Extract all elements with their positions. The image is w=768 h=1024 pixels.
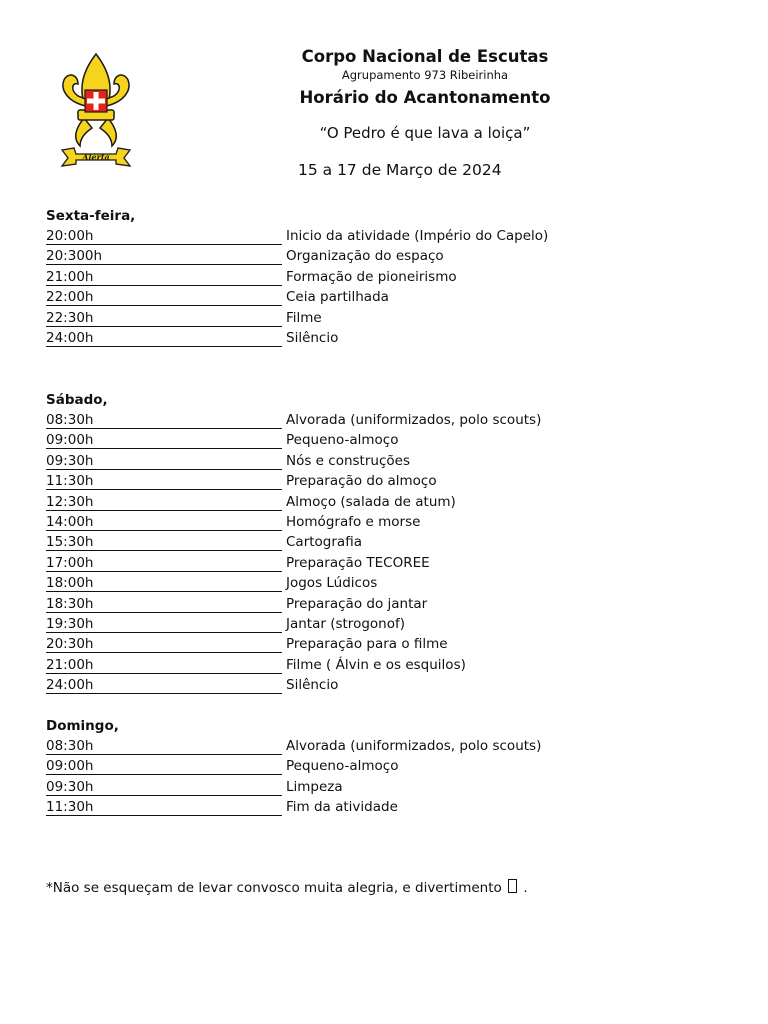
fill-line [46,612,282,613]
event-dates: 15 a 17 de Março de 2024 [298,161,502,179]
schedule-time: 09:00h [46,432,94,449]
schedule-row [46,473,746,493]
schedule-row [46,330,746,350]
schedule-row [46,779,746,799]
schedule-time: 14:00h [46,514,94,530]
schedule-time: 09:30h [46,452,94,469]
schedule-row [46,228,746,248]
fill-line [46,795,282,796]
group-name: Agrupamento 973 Ribeirinha [341,68,509,82]
schedule-activity: Limpeza [286,778,343,795]
schedule-row [46,269,746,289]
schedule-activity: Organização do espaço [286,248,444,265]
schedule-time: 11:30h [46,799,94,816]
schedule-time: 18:30h [46,595,94,612]
schedule-row [46,494,746,514]
page-title: Horário do Acantonamento [299,88,551,107]
schedule-activity: Alvorada (uniformizados, polo scouts) [286,412,542,428]
schedule-activity: Inicio da atividade (Império do Capelo) [286,228,549,244]
fill-line [46,774,282,775]
schedule-row [46,432,746,452]
schedule-time: 22:30h [46,309,94,326]
footer-note [46,879,528,896]
schedule-row [46,799,746,819]
schedule-row [46,758,746,778]
schedule-time: 19:30h [46,616,94,632]
schedule-row [46,636,746,656]
fill-line [46,489,282,490]
schedule-activity: Pequeno-almoço [286,432,399,449]
schedule-time: 20:300h [46,248,103,265]
schedule-time: 21:00h [46,656,94,673]
fill-line [46,550,282,551]
logo-scroll-text: Alerta [82,152,110,162]
fill-line [46,346,282,347]
fill-line [46,673,282,674]
schedule-time: 22:00h [46,289,94,306]
schedule-time: 20:30h [46,636,94,653]
schedule-activity: Jogos Lúdicos [286,575,378,592]
schedule-time: 24:00h [46,677,94,694]
fill-line [46,815,282,816]
organization-name: Corpo Nacional de Escutas [301,47,549,66]
fill-line [46,632,282,633]
schedule-time: 17:00h [46,554,94,571]
schedule-time: 09:00h [46,758,94,775]
day-heading: Sexta-feira, [46,208,136,224]
fill-line [46,571,282,572]
schedule-row [46,310,746,330]
fill-line [46,652,282,653]
fill-line [46,285,282,286]
schedule-row [46,657,746,677]
schedule-time: 21:00h [46,268,94,285]
schedule-activity: Jantar (strogonof) [286,616,405,632]
schedule-row [46,514,746,534]
schedule-time: 12:30h [46,493,94,510]
motto: “O Pedro é que lava a loiça” [319,124,531,142]
schedule-row [46,534,746,554]
schedule-activity: Homógrafo e morse [286,514,421,530]
schedule-activity: Almoço (salada de atum) [286,493,456,510]
schedule-row [46,248,746,268]
schedule-time: 08:30h [46,412,94,428]
schedule-activity: Silêncio [286,677,339,694]
fill-line [46,530,282,531]
schedule-time: 11:30h [46,473,94,490]
schedule-activity: Preparação do jantar [286,595,428,612]
schedule-time: 20:00h [46,228,94,244]
schedule-activity: Pequeno-almoço [286,758,399,775]
schedule-time: 08:30h [46,738,94,754]
fill-line [46,305,282,306]
schedule-activity: Cartografia [286,534,362,551]
schedule-activity: Filme ( Álvin e os esquilos) [286,656,466,673]
footer-text: *Não se esqueçam de levar convosco muita alegria, e divertimento . [46,880,528,896]
schedule-row [46,555,746,575]
schedule-row [46,412,746,432]
fill-line [46,448,282,449]
schedule-activity: Preparação para o filme [286,636,448,653]
fill-line [46,326,282,327]
fill-line [46,244,282,245]
day-heading: Sábado, [46,392,108,408]
schedule-activity: Fim da atividade [286,799,398,816]
schedule-row [46,677,746,697]
schedule-activity: Preparação do almoço [286,473,437,490]
day-heading: Domingo, [46,718,119,734]
schedule-activity: Alvorada (uniformizados, polo scouts) [286,738,542,754]
schedule-activity: Filme [286,309,322,326]
schedule-time: 15:30h [46,534,94,551]
schedule-activity: Ceia partilhada [286,289,389,306]
fill-line [46,693,282,694]
schedule-row [46,596,746,616]
schedule-time: 18:00h [46,575,94,592]
fill-line [46,510,282,511]
fill-line [46,591,282,592]
schedule-row [46,616,746,636]
schedule-row [46,453,746,473]
missing-glyph-box-icon [508,879,517,893]
fill-line [46,428,282,429]
schedule-time: 24:00h [46,330,94,346]
schedule-activity: Formação de pioneirismo [286,268,457,285]
fill-line [46,469,282,470]
schedule-row [46,289,746,309]
schedule-row [46,575,746,595]
schedule-time: 09:30h [46,778,94,795]
fill-line [46,754,282,755]
schedule-row [46,738,746,758]
schedule-activity: Silêncio [286,330,339,346]
fill-line [46,264,282,265]
schedule-activity: Preparação TECOREE [286,554,430,571]
schedule-activity: Nós e construções [286,452,410,469]
